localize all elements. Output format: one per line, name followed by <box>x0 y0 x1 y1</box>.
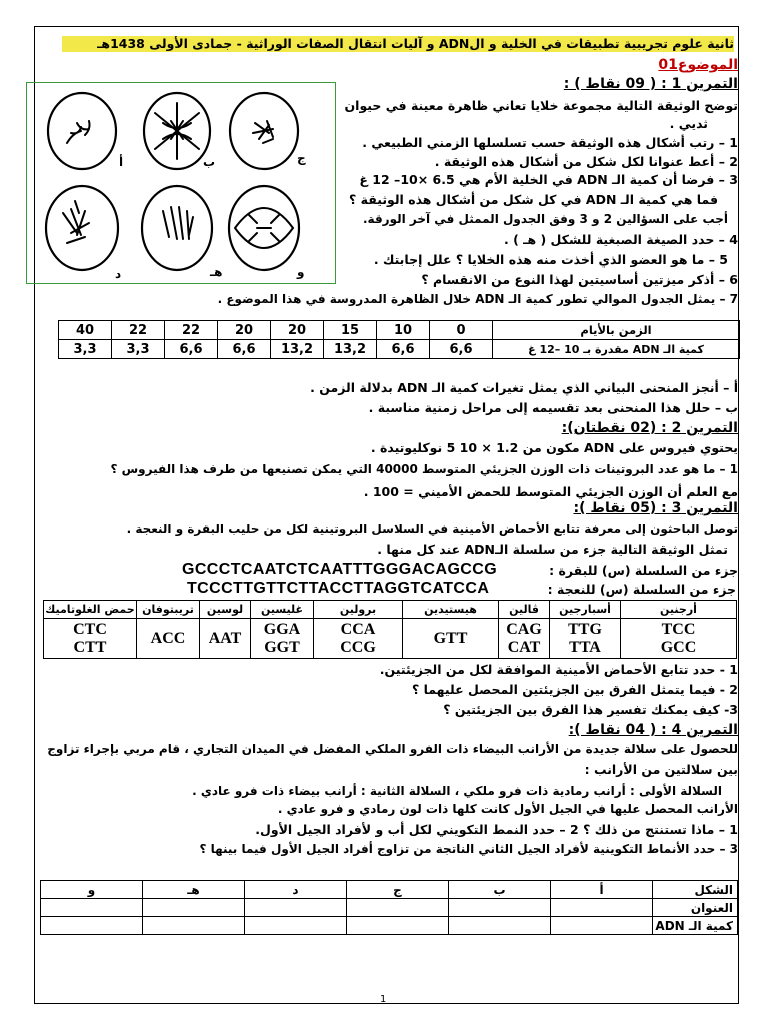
seq-ewe: TCCCTTGTTCTTACCTTAGGTCATCCA <box>187 580 490 597</box>
dna-time-table <box>58 320 740 359</box>
ex1-line: 4 – حدد الصيغة الصبغية للشكل ( هـ ) . <box>504 232 738 247</box>
ex2-line: يحتوي فيروس على ADN مكون من 1.2 × 10 5 نوكليوتيدة . <box>370 440 738 455</box>
aa-codon: TTG TTA <box>550 619 621 659</box>
table-cell: 6,6 <box>430 340 493 359</box>
aa-header: حمض الغلوتاميك <box>44 601 137 619</box>
answer-cell[interactable] <box>551 917 653 935</box>
ex1-line: أجب على السؤالين 2 و 3 وفق الجدول الممثل في آخر الورقة. <box>362 212 728 226</box>
shape-cell: ب <box>449 881 551 899</box>
aa-codon: CTC CTT <box>44 619 137 659</box>
ex3-question: 1 - حدد تتابع الأحماض الأمينية الموافقة لكل من الجزيئتين. <box>379 662 738 677</box>
table-cell: 22 <box>165 321 218 340</box>
ex4-title: التمرين 4 : ( 04 نقاط ): <box>568 722 738 738</box>
ex2-title: التمرين 2 : (02 نقطتان): <box>561 420 738 436</box>
ex1-line: 1 – رتب أشكال هذه الوثيقة حسب تسلسلها الزمني الطبيعي . <box>362 135 738 150</box>
page-number: 1 <box>380 994 387 1005</box>
answer-cell[interactable] <box>143 899 245 917</box>
shape-cell: ج <box>347 881 449 899</box>
answer-cell[interactable] <box>449 899 551 917</box>
seq-ewe-label: جزء من السلسلة (س) للنعجة : <box>547 582 736 597</box>
answer-cell[interactable] <box>551 899 653 917</box>
aa-codon: GTT <box>403 619 499 659</box>
figure-label-b: ب <box>203 155 216 169</box>
aa-header: أرجنين <box>621 601 737 619</box>
shape-cell: أ <box>551 881 653 899</box>
aa-header: أسبارجين <box>550 601 621 619</box>
ex4-line: 1 – ماذا تستنتج من ذلك ؟ 2 – حدد النمط التكويني لكل أب و لأفراد الجيل الأول. <box>255 822 738 837</box>
answer-row-label: الشكل <box>653 881 738 899</box>
table-cell: 6,6 <box>165 340 218 359</box>
seq-cow-label: جزء من السلسلة (س) للبقرة : <box>549 563 738 578</box>
cell-figure <box>26 82 336 284</box>
header-text: ثانية علوم تجريبية تطبيقات في الخلية و الADN و آليات انتقال الصفات الوراثية - جمادى الأولى 1438هـ <box>97 36 734 51</box>
table-cell: 22 <box>112 321 165 340</box>
table-cell: 13,2 <box>324 340 377 359</box>
table-cell: 10 <box>377 321 430 340</box>
cell-e <box>142 186 212 270</box>
figure-label-a: أ <box>119 155 124 169</box>
aa-codon: TCC GCC <box>621 619 737 659</box>
aa-codon: CCA CCG <box>314 619 403 659</box>
table-cell: 20 <box>271 321 324 340</box>
answer-cell[interactable] <box>449 917 551 935</box>
table-cell: 40 <box>59 321 112 340</box>
ex1-line: 6 – أذكر ميزتين أساسيتين لهذا النوع من الانقسام ؟ <box>421 272 738 287</box>
table-cell: 3,3 <box>112 340 165 359</box>
aa-header: غليسين <box>251 601 314 619</box>
ex2-line: 1 – ما هو عدد البروتينات ذات الوزن الجزيئي المتوسط 40000 التي يمكن تصنيعها من طرف هذا الفيروس ؟ <box>110 462 738 476</box>
ex1-line: 7 – يمثل الجدول الموالي تطور كمية الـ ADN خلال الظاهرة المدروسة في هذا الموضوع . <box>217 292 738 306</box>
aa-header: تريبتوفان <box>137 601 200 619</box>
ex3-title: التمرين 3 : (05 نقاط ): <box>573 500 738 516</box>
seq-cow: GCCCTCAATCTCAATTTGGGACAGCCG <box>182 561 498 578</box>
cell-drawings <box>27 83 334 282</box>
ex1-title: التمرين 1 : ( 09 نقاط ) : <box>563 76 738 92</box>
ex1-line: 3 – فرضا أن كمية الـ ADN في الخلية الأم هي 6.5 ×10– 12 غ <box>359 172 738 187</box>
answer-cell[interactable] <box>41 917 143 935</box>
ex1-line: 2 – أعط عنوانا لكل شكل من أشكال هذه الوثيقة . <box>434 154 738 169</box>
shape-cell: هـ <box>143 881 245 899</box>
amino-acid-table <box>43 600 737 659</box>
figure-label-f: و <box>297 265 305 279</box>
answer-cell[interactable] <box>245 899 347 917</box>
ex3-line: توصل الباحثون إلى معرفة تتابع الأحماض الأمينية في السلاسل البروتينية لكل من حليب البقرة و النعجة . <box>126 522 738 536</box>
table-cell: 6,6 <box>218 340 271 359</box>
answer-row-label: كمية الـ ADN <box>653 917 738 935</box>
ex1-question: أ – أنجز المنحنى البياني الذي يمثل تغيرات كمية الـ ADN بدلالة الزمن . <box>310 380 738 395</box>
answer-cell[interactable] <box>347 899 449 917</box>
header-banner <box>62 36 734 52</box>
answer-cell[interactable] <box>41 899 143 917</box>
ex1-line: 5 – ما هو العضو الذي أخذت منه هذه الخلايا ؟ علل إجابتك . <box>373 252 728 267</box>
table-cell: 15 <box>324 321 377 340</box>
ex3-question: 2 - فيما يتمثل الفرق بين الجزيئتين المحصل عليهما ؟ <box>411 682 738 697</box>
aa-header: لوسين <box>200 601 251 619</box>
table-row-label: كمية الـ ADN مقدرة بـ 10 –12 غ <box>493 340 740 359</box>
aa-codon: GGA GGT <box>251 619 314 659</box>
aa-codon: AAT <box>200 619 251 659</box>
answer-cell[interactable] <box>143 917 245 935</box>
answer-cell[interactable] <box>245 917 347 935</box>
figure-label-c: ج <box>297 151 306 165</box>
aa-codon: CAG CAT <box>499 619 550 659</box>
figure-label-e: هـ <box>210 265 223 279</box>
aa-codon: ACC <box>137 619 200 659</box>
shape-cell: د <box>245 881 347 899</box>
ex3-line: تمثل الوثيقة التالية جزء من سلسلة الـADN عند كل منها . <box>377 542 728 557</box>
ex1-line: ثديي . <box>669 116 708 131</box>
table-cell: 6,6 <box>377 340 430 359</box>
ex4-line: للحصول على سلالة جديدة من الأرانب البيضاء ذات الفرو الملكي المفضل في الميدان التجاري ، قام مربي بإجراء تزاوج <box>47 742 738 756</box>
ex1-line: فما هي كمية الـ ADN في كل شكل من أشكال هذه الوثيقة ؟ <box>349 192 718 207</box>
aa-header: هيستيدين <box>403 601 499 619</box>
aa-header: برولين <box>314 601 403 619</box>
answer-table <box>40 880 738 935</box>
ex2-line: مع العلم أن الوزن الجزيئي المتوسط للحمض الأميني = 100 . <box>363 484 738 499</box>
ex4-line: 3 – حدد الأنماط التكوينية لأفراد الجيل الثاني الناتجة من تزاوج أفراد الجيل الأول فيما بينها ؟ <box>199 842 738 856</box>
table-cell: 13,2 <box>271 340 324 359</box>
table-cell: 20 <box>218 321 271 340</box>
ex3-question: 3- كيف يمكنك تفسير هذا الفرق بين الجزيئتين ؟ <box>443 702 738 717</box>
answer-cell[interactable] <box>347 917 449 935</box>
table-row-label: الزمن بالأيام <box>493 321 740 340</box>
subject-title: الموضوع01 <box>658 57 738 73</box>
shape-cell: و <box>41 881 143 899</box>
table-cell: 0 <box>430 321 493 340</box>
ex1-question: ب – حلل هذا المنحنى بعد تقسيمه إلى مراحل زمنية مناسبة . <box>368 400 738 415</box>
ex1-line: توضح الوثيقة التالية مجموعة خلايا تعاني ظاهرة معينة في حيوان <box>344 98 738 113</box>
ex4-line: السلالة الأولى : أرانب رمادية ذات فرو ملكي ، السلالة الثانية : أرانب بيضاء ذات فرو عادي . <box>192 784 722 798</box>
ex4-line: الأرانب المحصل عليها في الجيل الأول كانت كلها ذات لون رمادي و فرو عادي . <box>277 802 738 816</box>
answer-row-label: العنوان <box>653 899 738 917</box>
ex4-line: بين سلالتين من الأرانب : <box>584 762 738 777</box>
figure-label-d: د <box>115 267 122 281</box>
aa-header: ڤالين <box>499 601 550 619</box>
table-cell: 3,3 <box>59 340 112 359</box>
